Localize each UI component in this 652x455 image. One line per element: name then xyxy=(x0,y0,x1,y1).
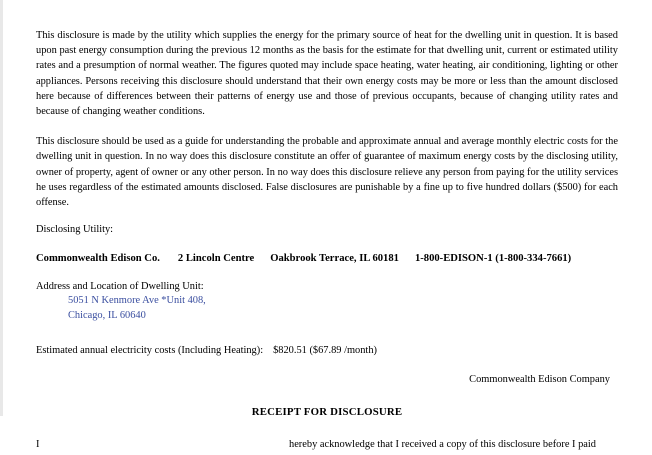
receipt-signer-prefix: I xyxy=(36,439,40,451)
dwelling-address-block xyxy=(68,294,618,323)
dwelling-address-line-2: Chicago, IL 60640 xyxy=(68,309,146,321)
utility-details-row xyxy=(36,251,618,266)
address-spacer xyxy=(36,266,618,279)
receipt-acknowledgement-row xyxy=(36,433,618,455)
estimated-cost-value: $820.51 ($67.89 /month) xyxy=(273,345,377,357)
document-content xyxy=(36,0,618,455)
dwelling-address-label: Address and Location of Dwelling Unit: xyxy=(36,281,204,293)
estimate-spacer xyxy=(36,323,618,343)
receipt-acknowledgement-text: hereby acknowledge that I received a copy of this disclosure before I paid xyxy=(289,439,596,451)
estimated-cost-line xyxy=(36,343,618,358)
paragraph-spacer-2 xyxy=(36,210,618,222)
utility-name: Commonwealth Edison Co. xyxy=(36,253,160,265)
utility-address: 2 Lincoln Centre xyxy=(177,253,255,265)
utility-city-state-zip: Oakbrook Terrace, IL 60181 xyxy=(270,253,399,265)
estimated-cost-label: Estimated annual electricity costs (Including Heating): xyxy=(36,345,264,357)
disclosing-utility-label: Disclosing Utility: xyxy=(36,224,114,236)
company-signature: Commonwealth Edison Company xyxy=(469,374,610,386)
page-left-edge xyxy=(0,0,3,416)
disclosure-paragraph-2: This disclosure should be used as a guide for understanding the probable and approximate annual and average monthly electric costs for the dwelling unit in question. In no way does this disclosure constitute an offer of guarantee of maximum energy costs by the disclosing utility, owner of property, agent of owner or any other person. In no way does this disclosure relieve any person from paying for the utility services he uses regardless of the estimated amounts disclosed. False disclosures are punishable by a fine up to five hundred dollars ($500) for each offense. xyxy=(36,136,618,209)
disclosure-paragraph-1: This disclosure is made by the utility which supplies the energy for the primary source of heat for the dwelling unit in question. It is based upon past energy consumption during the previous 12 months as the basis for the estimate for that dwelling unit, current or estimated utility rates and a presumption of normal weather. The figures quoted may include space heating, water heating, air conditioning, lighting or other appliances. Persons receiving this disclosure should understand that their own energy costs may be more or less than the amount disclosed here because of differences between their patterns of energy use and those of previous occupants, because of changing utility rates and because of changing weather conditions. xyxy=(36,30,618,118)
utility-phone: 1-800-EDISON-1 (1-800-334-7661) xyxy=(414,253,572,265)
utility-spacer xyxy=(36,237,618,251)
dwelling-address-line-1: 5051 N Kenmore Ave *Unit 408, xyxy=(68,295,206,307)
receipt-spacer xyxy=(36,387,618,405)
paragraph-spacer-1 xyxy=(36,119,618,134)
company-spacer xyxy=(36,358,618,372)
top-spacer xyxy=(36,0,618,28)
receipt-title: RECEIPT FOR DISCLOSURE xyxy=(251,406,403,419)
receipt-body-spacer xyxy=(36,420,618,433)
